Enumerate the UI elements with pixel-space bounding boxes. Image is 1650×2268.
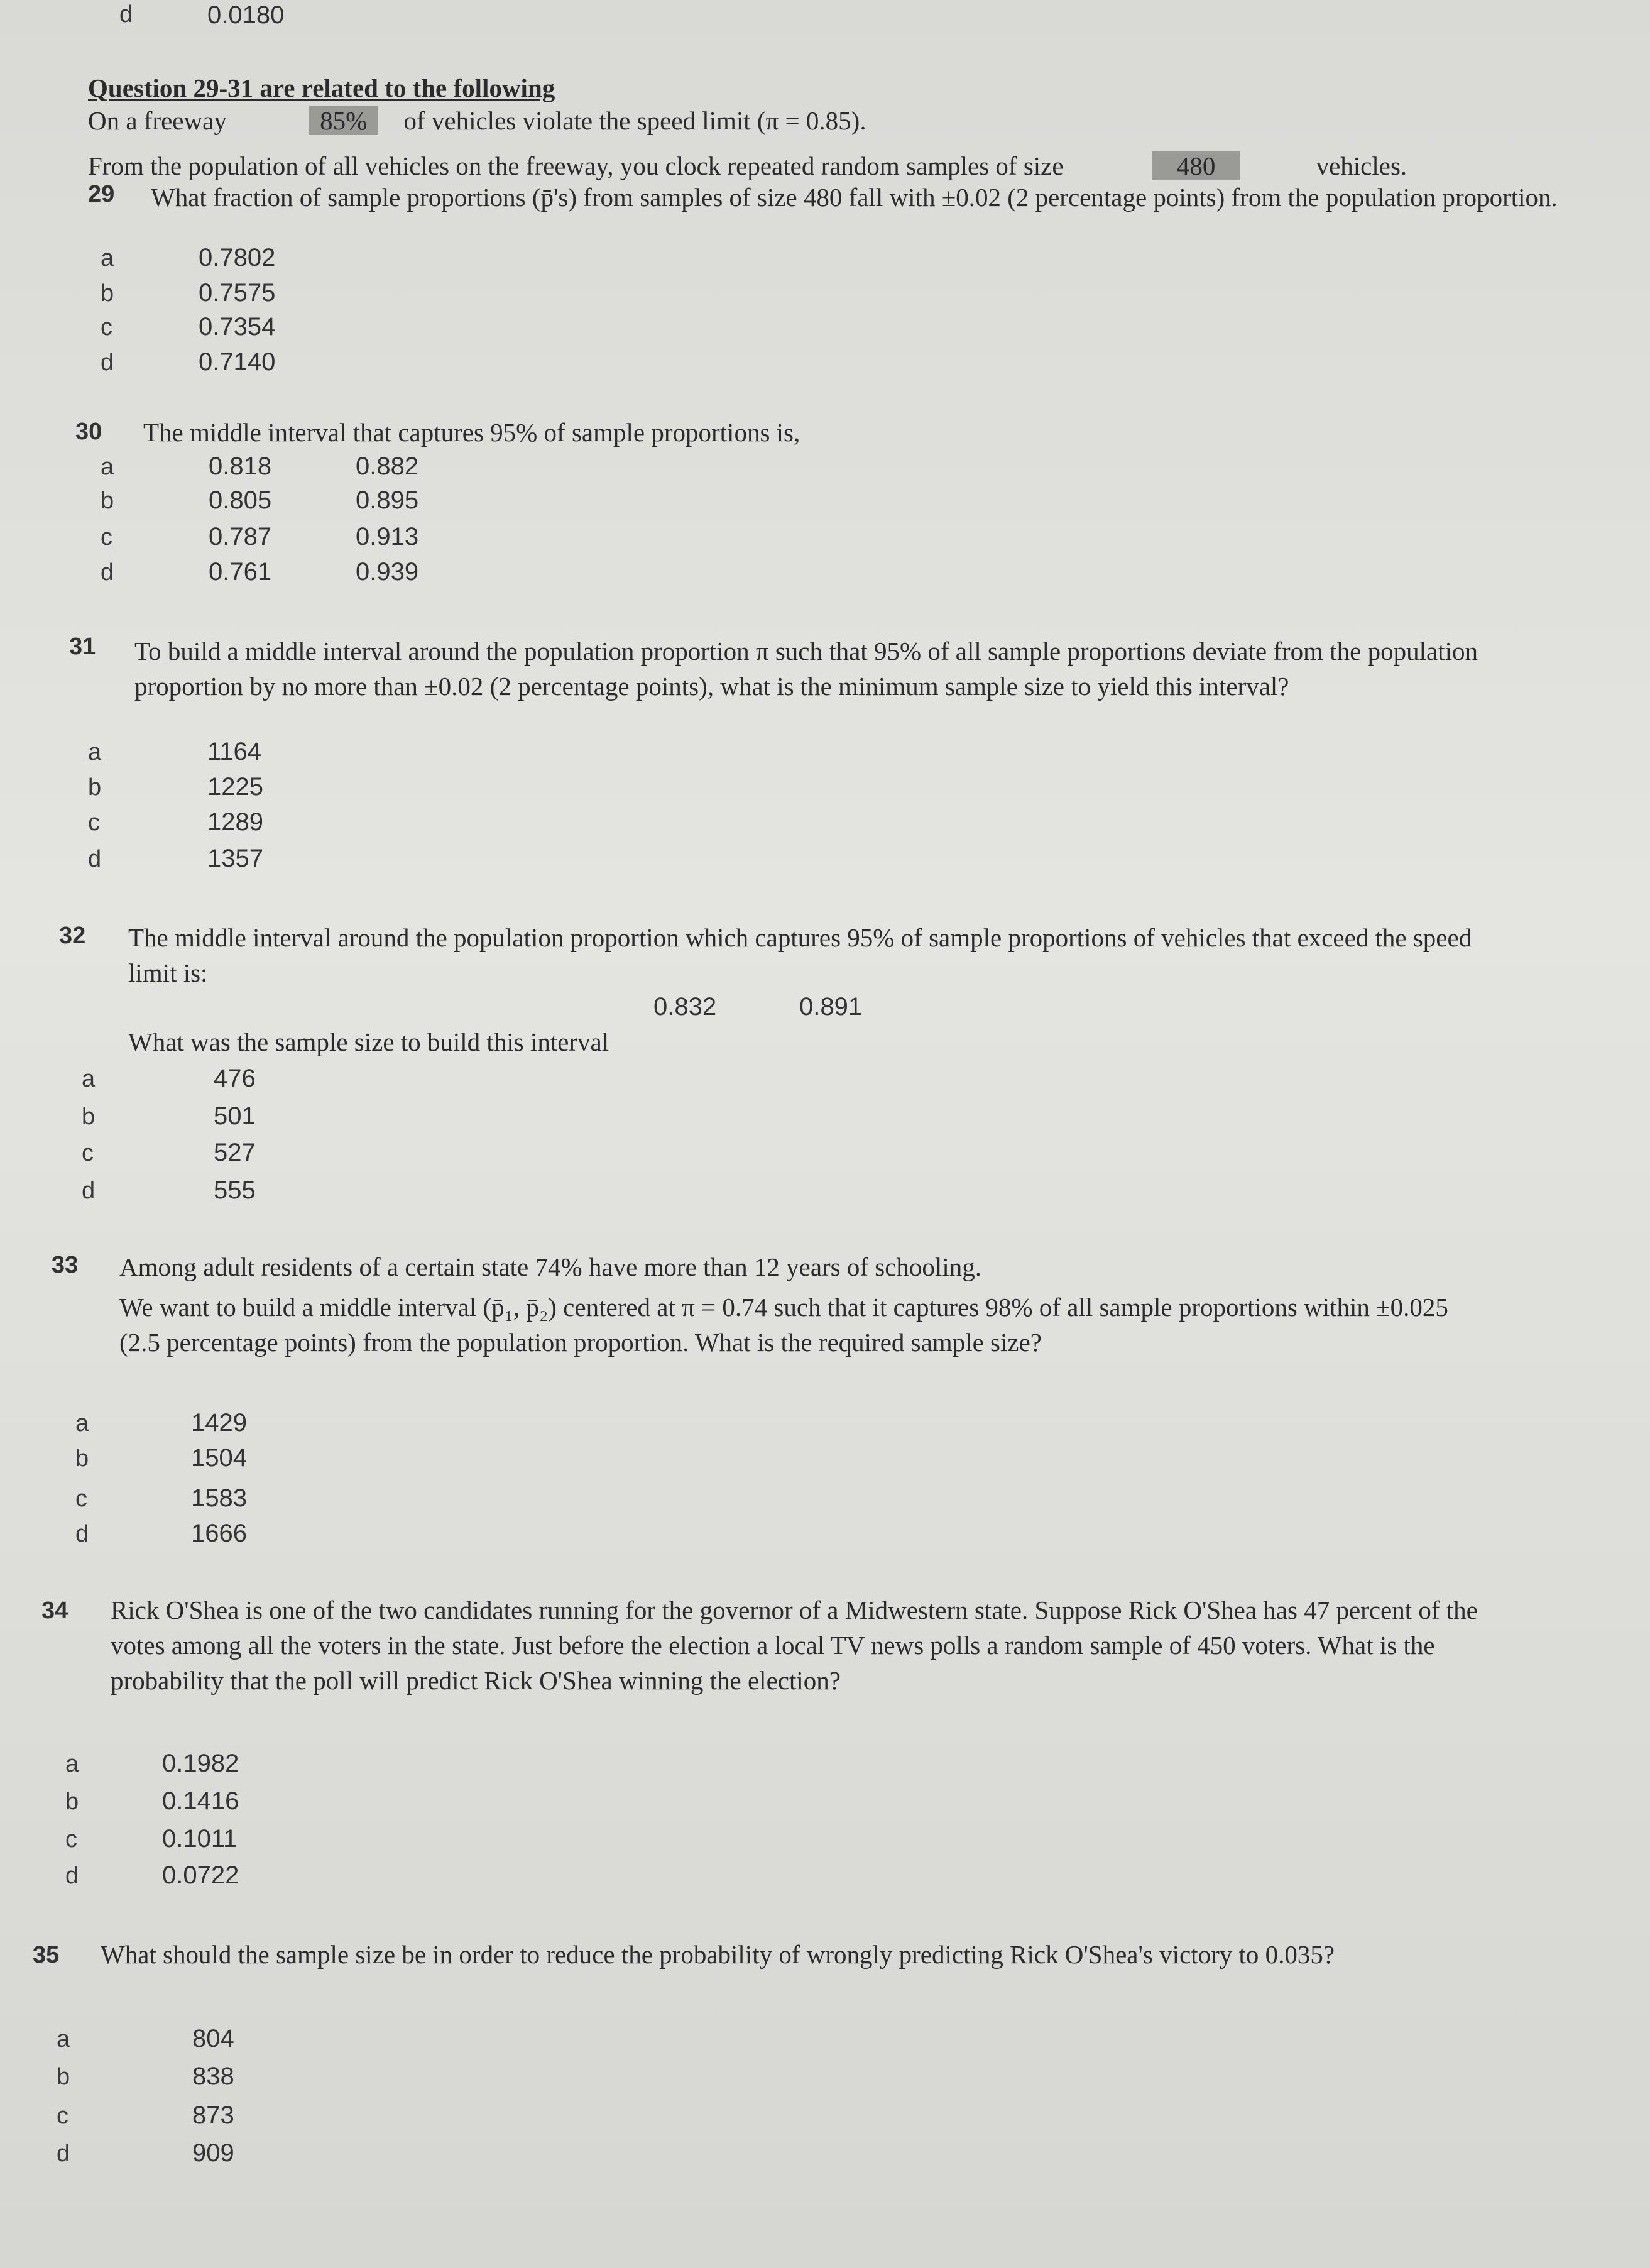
intro-text-c: From the population of all vehicles on the freeway, you clock repeated random samples of size — [88, 151, 1064, 180]
question-35-number: 35 — [33, 1942, 60, 1968]
q33-option-d-value: 1666 — [191, 1520, 247, 1547]
q35-option-a-letter: a — [57, 2026, 70, 2052]
q29-option-b-value: 0.7575 — [199, 279, 276, 307]
q30-option-c-letter: c — [101, 524, 112, 551]
q32-sub-question: What was the sample size to build this interval — [128, 1027, 609, 1056]
question-29-number: 29 — [88, 181, 115, 207]
q34-option-a-letter: a — [65, 1751, 79, 1777]
q32-option-a-letter: a — [82, 1066, 96, 1092]
question-30-number: 30 — [75, 419, 102, 445]
q29-option-d-value: 0.7140 — [199, 348, 276, 376]
q32-option-b-letter: b — [82, 1104, 96, 1130]
q31-option-c-value: 1289 — [207, 808, 263, 836]
q35-option-d-letter: d — [57, 2140, 70, 2167]
question-30-text: The middle interval that captures 95% of sample proportions is, — [143, 418, 800, 447]
q34-option-c-letter: c — [65, 1826, 77, 1853]
q29-option-b-letter: b — [101, 280, 114, 307]
q35-option-b-value: 838 — [192, 2063, 234, 2090]
q34-option-c-value: 0.1011 — [162, 1825, 238, 1853]
q29-option-c-value: 0.7354 — [199, 313, 276, 341]
question-29-text: What fraction of sample proportions (p̄'s) from samples of size 480 fall with ±0.02 (2 percentage points) from the population proportion. — [151, 183, 1558, 212]
q30-option-d-high: 0.939 — [356, 558, 419, 586]
q30-option-a-high: 0.882 — [356, 452, 419, 480]
q34-option-d-value: 0.0722 — [162, 1861, 239, 1889]
q35-option-b-letter: b — [57, 2064, 70, 2090]
intro-text-d: vehicles. — [1316, 151, 1407, 180]
q30-option-d-low: 0.761 — [209, 558, 272, 586]
q30-option-d-letter: d — [101, 559, 114, 586]
sample-size-cell: 480 — [1152, 151, 1241, 180]
q35-option-d-value: 909 — [192, 2139, 234, 2167]
q33-option-a-value: 1429 — [191, 1409, 247, 1437]
q29-option-a-letter: a — [101, 245, 114, 271]
q32-option-d-letter: d — [82, 1178, 96, 1204]
q30-option-a-letter: a — [101, 454, 114, 480]
q32-interval-high: 0.891 — [799, 993, 863, 1021]
q29-option-a-value: 0.7802 — [199, 244, 276, 271]
q32-option-c-letter: c — [82, 1140, 94, 1166]
q34-option-b-letter: b — [65, 1789, 79, 1815]
q30-option-b-low: 0.805 — [209, 486, 272, 514]
question-32-number: 32 — [59, 923, 86, 949]
q30-option-b-letter: b — [101, 488, 114, 514]
q32-interval-low: 0.832 — [653, 993, 717, 1021]
q35-option-c-value: 873 — [192, 2101, 234, 2129]
q35-option-c-letter: c — [57, 2103, 68, 2129]
top-option-letter: d — [119, 1, 133, 28]
q31-option-c-letter: c — [88, 809, 100, 836]
q32-option-d-value: 555 — [214, 1176, 256, 1204]
q30-option-c-low: 0.787 — [209, 523, 272, 551]
question-35-text: What should the sample size be in order to reduce the probability of wrongly predicting Rick O'Shea's victory to 0.035? — [101, 1940, 1335, 1969]
q34-option-b-value: 0.1416 — [162, 1787, 239, 1815]
q31-option-a-value: 1164 — [207, 738, 262, 765]
q31-option-a-letter: a — [88, 739, 102, 765]
q35-option-a-value: 804 — [192, 2025, 234, 2052]
q33-option-a-letter: a — [75, 1410, 89, 1437]
intro-line-1 — [88, 103, 866, 138]
q31-option-d-letter: d — [88, 846, 102, 872]
question-33-text-2: We want to build a middle interval (p̄₁, p̄₂) centered at π = 0.74 such that it captures 98% of all sample proportions within ±0.025 (2.5 percentage points) from the population proportion. What is the required sample size? — [119, 1293, 1448, 1357]
intro-text-b: of vehicles violate the speed limit (π = 0.85). — [403, 106, 866, 135]
top-option-value: 0.0180 — [207, 1, 285, 29]
q29-option-d-letter: d — [101, 349, 114, 376]
q33-option-c-letter: c — [75, 1486, 87, 1512]
question-33-text-1: Among adult residents of a certain state 74% have more than 12 years of schooling. — [119, 1252, 981, 1281]
q32-option-a-value: 476 — [214, 1065, 256, 1092]
q34-option-a-value: 0.1982 — [162, 1750, 239, 1777]
q31-option-d-value: 1357 — [207, 845, 263, 872]
question-34-text: Rick O'Shea is one of the two candidates running for the governor of a Midwestern state. Suppose Rick O'Shea has 47 percent of the votes among all the voters in the state. Just before the election a local TV news polls a random sample of 450 voters. What is the probability that the poll will predict Rick O'Shea winning the election? — [111, 1596, 1478, 1695]
intro-text-a: On a freeway — [88, 106, 227, 135]
q30-option-a-low: 0.818 — [209, 452, 272, 480]
q33-option-b-letter: b — [75, 1445, 89, 1472]
q34-option-d-letter: d — [65, 1863, 79, 1889]
question-34-number: 34 — [41, 1597, 68, 1624]
question-32-text: The middle interval around the population proportion which captures 95% of sample proportions of vehicles that exceed the speed limit is: — [128, 923, 1472, 987]
intro-line-2 — [88, 148, 1407, 184]
q32-option-b-value: 501 — [214, 1102, 256, 1130]
q31-option-b-value: 1225 — [207, 773, 263, 801]
question-33-number: 33 — [52, 1252, 79, 1278]
q30-option-b-high: 0.895 — [356, 486, 419, 514]
section-heading: Question 29-31 are related to the following — [88, 74, 555, 102]
q32-option-c-value: 527 — [214, 1139, 256, 1166]
violation-percent: 85% — [309, 106, 378, 135]
q31-option-b-letter: b — [88, 774, 102, 801]
q33-option-b-value: 1504 — [191, 1444, 247, 1472]
q33-option-d-letter: d — [75, 1521, 89, 1547]
q33-option-c-value: 1583 — [191, 1484, 247, 1512]
question-31-number: 31 — [69, 633, 96, 660]
q30-option-c-high: 0.913 — [356, 523, 419, 551]
q29-option-c-letter: c — [101, 314, 112, 341]
question-31-text: To build a middle interval around the population proportion π such that 95% of all sample proportions deviate from the population proportion by no more than ±0.02 (2 percentage points), what is the minimum sample size to yield this interval? — [134, 637, 1478, 701]
